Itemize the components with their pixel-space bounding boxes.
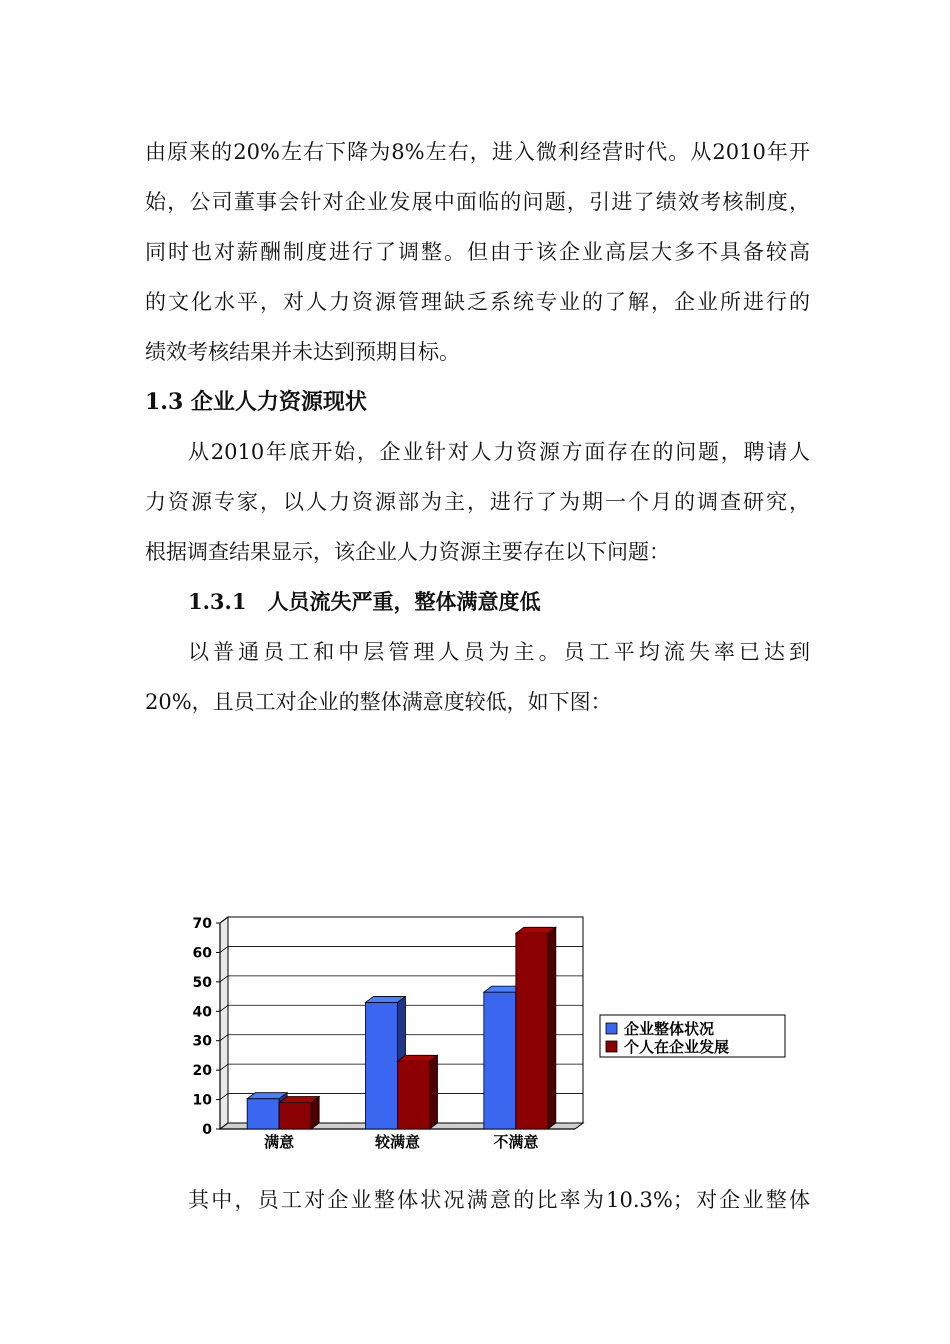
subsection-heading: 1.3.1 人员流失严重，整体满意度低 xyxy=(188,589,541,614)
paragraph-line: 从2010年底开始，企业针对人力资源方面存在的问题，聘请人 xyxy=(188,440,810,464)
bar-side xyxy=(311,1097,319,1129)
bar xyxy=(516,933,548,1129)
paragraph-line: 同时也对薪酬制度进行了调整。但由于该企业高层大多不具备较高 xyxy=(145,240,810,264)
x-tick-label: 不满意 xyxy=(493,1133,539,1151)
y-tick-label: 20 xyxy=(192,1063,212,1080)
paragraph-line: 始，公司董事会针对企业发展中面临的问题，引进了绩效考核制度， xyxy=(145,190,810,214)
paragraph-line: 绩效考核结果并未达到预期目标。 xyxy=(145,340,460,364)
bar-side xyxy=(548,927,556,1129)
paragraph-line: 力资源专家，以人力资源部为主，进行了为期一个月的调查研究， xyxy=(145,490,810,514)
section-heading: 1.3 企业人力资源现状 xyxy=(145,389,367,415)
bar xyxy=(279,1103,311,1129)
bar xyxy=(484,992,516,1129)
x-tick-label: 较满意 xyxy=(374,1133,421,1151)
legend-swatch xyxy=(606,1041,617,1052)
y-tick-label: 30 xyxy=(192,1033,212,1050)
legend-label: 个人在企业发展 xyxy=(624,1038,730,1056)
y-tick-label: 10 xyxy=(192,1092,212,1109)
y-tick-label: 60 xyxy=(192,945,212,962)
x-tick-label: 满意 xyxy=(264,1133,295,1151)
bar-side xyxy=(430,1055,438,1129)
paragraph-line: 根据调查结果显示，该企业人力资源主要存在以下问题： xyxy=(145,540,670,564)
bar xyxy=(247,1099,279,1129)
paragraph-line: 其中，员工对企业整体状况满意的比率为10.3%；对企业整体 xyxy=(188,1188,810,1212)
bar xyxy=(366,1002,398,1129)
bar xyxy=(398,1061,430,1129)
paragraph-line: 20%，且员工对企业的整体满意度较低，如下图： xyxy=(145,690,612,714)
paragraph-line: 的文化水平，对人力资源管理缺乏系统专业的了解，企业所进行的 xyxy=(145,290,810,314)
paragraph-line: 由原来的20%左右下降为8%左右，进入微利经营时代。从2010年开 xyxy=(145,140,810,164)
y-tick-label: 50 xyxy=(192,974,212,991)
paragraph-line: 以普通员工和中层管理人员为主。员工平均流失率已达到 xyxy=(188,640,810,664)
y-tick-label: 40 xyxy=(192,1004,212,1021)
chart-side-wall xyxy=(220,917,228,1129)
y-tick-label: 0 xyxy=(202,1122,212,1138)
satisfaction-bar-chart xyxy=(175,905,795,1155)
y-tick-label: 70 xyxy=(192,916,212,932)
legend-swatch xyxy=(606,1023,617,1034)
legend-label: 企业整体状况 xyxy=(624,1020,715,1038)
